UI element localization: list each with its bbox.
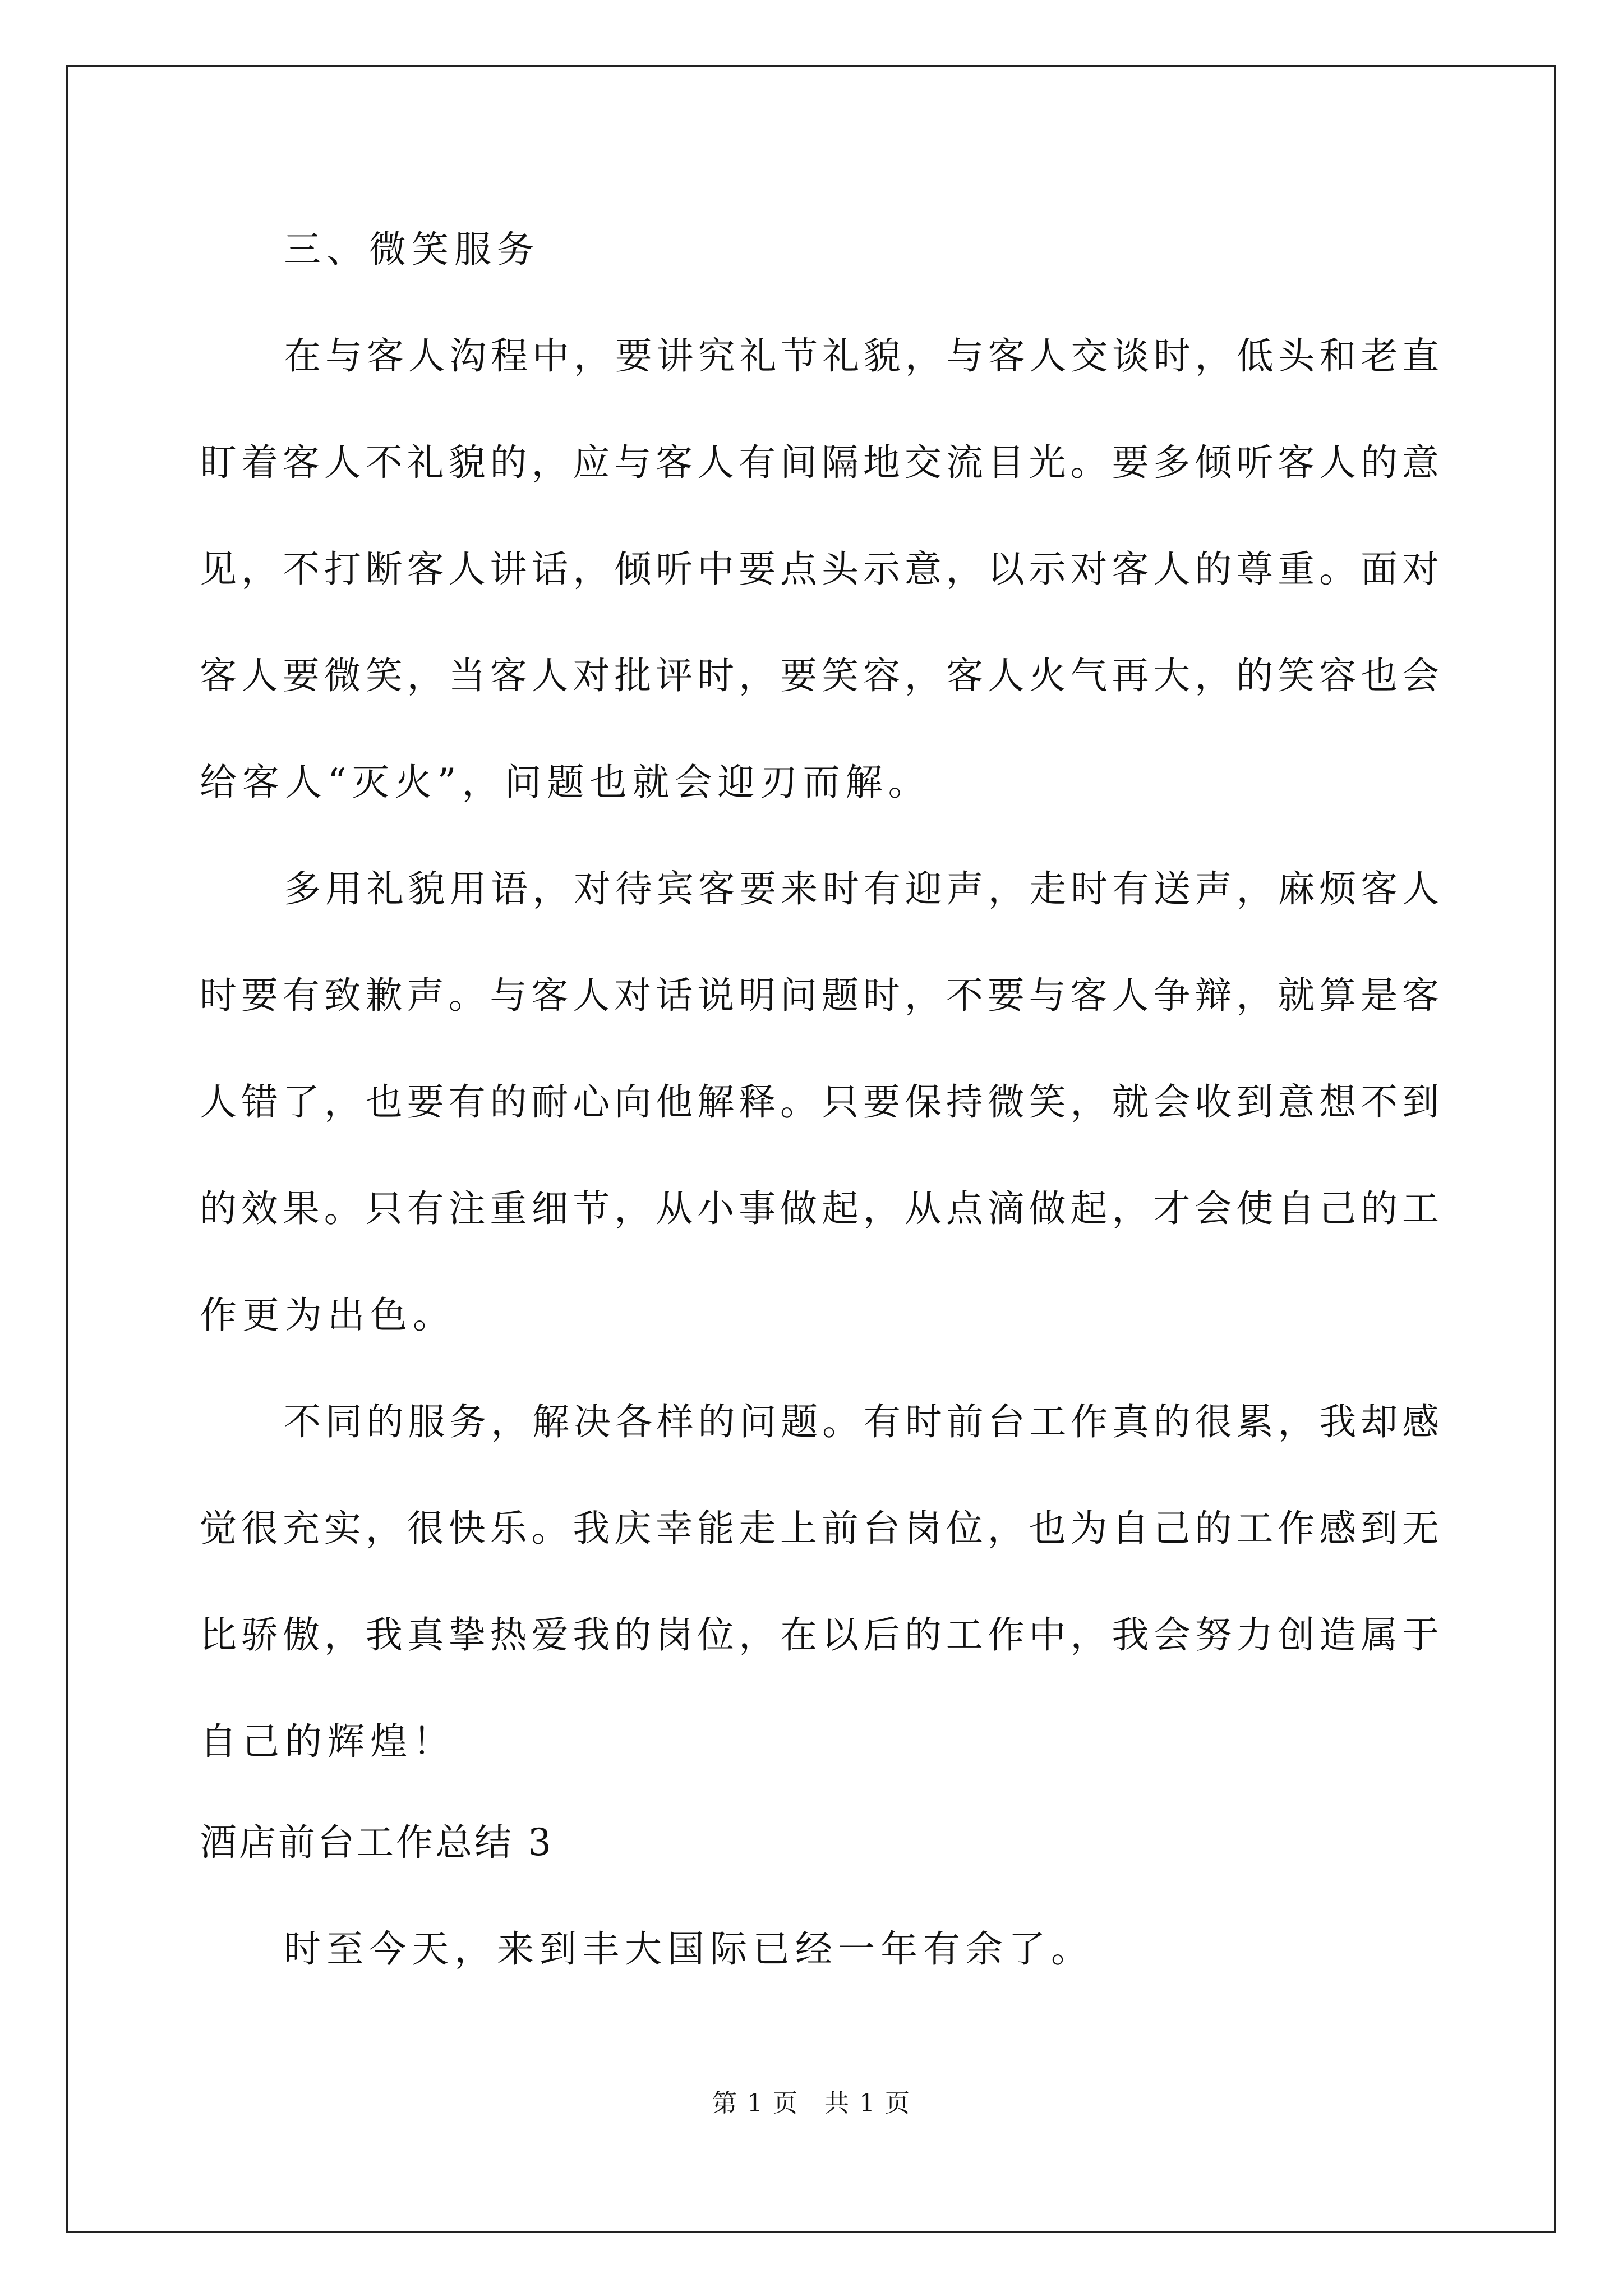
paragraph-line: 比骄傲，我真挚热爱我的岗位，在以后的工作中，我会努力创造属于 bbox=[200, 1613, 1439, 1657]
section-title: 酒店前台工作总结 3 bbox=[200, 1821, 554, 1864]
paragraph-line: 的效果。只有注重细节，从小事做起，从点滴做起，才会使自己的工 bbox=[200, 1187, 1439, 1230]
paragraph-line: 客人要微笑，当客人对批评时，要笑容，客人火气再大，的笑容也会 bbox=[200, 654, 1439, 697]
paragraph-line: 在与客人沟程中，要讲究礼节礼貌，与客人交谈时，低头和老直 bbox=[284, 334, 1439, 378]
paragraph-line: 人错了，也要有的耐心向他解释。只要保持微笑，就会收到意想不到 bbox=[200, 1080, 1439, 1124]
paragraph-line: 不同的服务，解决各样的问题。有时前台工作真的很累，我却感 bbox=[284, 1400, 1439, 1443]
paragraph-line: 时要有致歉声。与客人对话说明问题时，不要与客人争辩，就算是客 bbox=[200, 974, 1439, 1017]
section-heading: 三、微笑服务 bbox=[284, 228, 540, 271]
page-footer: 第 1 页 共 1 页 bbox=[712, 2089, 911, 2118]
paragraph-line: 盯着客人不礼貌的，应与客人有间隔地交流目光。要多倾听客人的意 bbox=[200, 441, 1439, 484]
page-border bbox=[66, 65, 1556, 2233]
paragraph-line: 多用礼貌用语，对待宾客要来时有迎声，走时有送声，麻烦客人 bbox=[284, 867, 1439, 910]
paragraph-line: 见，不打断客人讲话，倾听中要点头示意，以示对客人的尊重。面对 bbox=[200, 547, 1439, 591]
paragraph-line: 自己的辉煌！ bbox=[200, 1720, 455, 1763]
paragraph-line: 作更为出色。 bbox=[200, 1294, 455, 1337]
paragraph-line: 给客人“灭火”，问题也就会迎刃而解。 bbox=[200, 761, 931, 804]
paragraph-line: 时至今天，来到丰大国际已经一年有余了。 bbox=[284, 1927, 1094, 1971]
paragraph-line: 觉很充实，很快乐。我庆幸能走上前台岗位，也为自己的工作感到无 bbox=[200, 1507, 1439, 1550]
